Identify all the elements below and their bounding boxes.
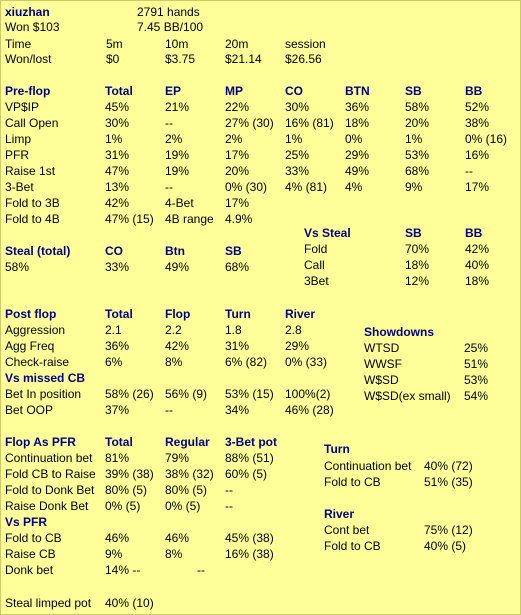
stat-value: 30% (105, 116, 130, 130)
stat-value: 33% (105, 260, 130, 274)
wonlost-session: $26.56 (285, 52, 322, 66)
stat-value: 47% (15) (105, 212, 154, 226)
stat-value: 30% (285, 100, 310, 114)
stat-value: 25% (285, 148, 310, 162)
stat-value: -- (465, 164, 473, 178)
stat-value: 1% (285, 132, 303, 146)
stat-label: Continuation bet (324, 459, 412, 473)
stat-value: 88% (51) (225, 451, 274, 465)
stat-value: 6% (105, 355, 123, 369)
stat-label: Raise CB (5, 547, 56, 561)
stat-label: 4B range (165, 212, 214, 226)
stat-value: 1% (405, 132, 423, 146)
stat-value: 40% (72) (424, 459, 473, 473)
period-10m: 10m (165, 37, 189, 51)
stat-label: Donk bet (5, 563, 54, 577)
stat-value: 12% (405, 274, 430, 288)
stat-value: 0% (5) (105, 499, 141, 513)
stat-value: 34% (225, 403, 250, 417)
stat-value: -- (225, 499, 233, 513)
vs-steal-col-sb: SB (405, 226, 422, 240)
stat-label: Check-raise (5, 355, 70, 369)
preflop-col-ep: EP (165, 84, 182, 98)
stat-label: W$SD (364, 373, 399, 387)
steal-col-btn: Btn (165, 244, 185, 258)
stat-value: 79% (165, 451, 190, 465)
stat-label: Agg Freq (5, 339, 55, 353)
stat-value: 2% (225, 132, 243, 146)
period-5m: 5m (106, 37, 123, 51)
preflop-col-sb: SB (405, 84, 422, 98)
stat-value: 47% (105, 164, 130, 178)
stat-value: 42% (165, 339, 190, 353)
stat-label: Call Open (5, 116, 59, 130)
stat-value: 18% (465, 274, 490, 288)
stat-value: 0% (345, 132, 363, 146)
stat-value: 60% (5) (225, 467, 268, 481)
stat-value: 25% (464, 341, 489, 355)
stat-value: 29% (345, 148, 370, 162)
stat-value: 56% (9) (165, 387, 208, 401)
stat-value: 17% (225, 196, 250, 210)
steal-title: Steal (total) (5, 244, 71, 258)
stat-label: VP$IP (5, 100, 40, 114)
stat-value: 80% (5) (105, 483, 148, 497)
bb-per-100: 7.45 BB/100 (137, 20, 204, 34)
stat-value: -- (225, 483, 233, 497)
stat-label: 4-Bet (165, 196, 194, 210)
stat-label: Fold (304, 242, 328, 256)
stat-label: Fold to CB (324, 539, 381, 553)
stat-label: Fold to 3B (5, 196, 60, 210)
stat-value: 17% (465, 180, 490, 194)
wonlost-5m: $0 (106, 52, 120, 66)
vs-steal-title: Vs Steal (304, 226, 351, 240)
stat-label: Call (304, 258, 325, 272)
stat-value: 19% (165, 164, 190, 178)
preflop-title: Pre-flop (5, 84, 51, 98)
stat-value: -- (165, 180, 173, 194)
stat-label: Fold CB to Raise (5, 467, 96, 481)
vs-missed-cb-title: Vs missed CB (5, 371, 86, 385)
flop-pfr-title: Flop As PFR (5, 435, 76, 449)
stat-value: 8% (165, 547, 183, 561)
stat-label: Aggression (5, 323, 66, 337)
stat-label: 3-Bet (5, 180, 34, 194)
stat-label: WWSF (364, 357, 402, 371)
stat-value: 46% (165, 531, 190, 545)
vs-pfr-title: Vs PFR (5, 515, 48, 529)
stat-value: 68% (225, 260, 250, 274)
stat-label: Fold to 4B (5, 212, 60, 226)
stat-value: 16% (81) (285, 116, 334, 130)
stat-value: 29% (285, 339, 310, 353)
wonlost-20m: $21.14 (225, 52, 262, 66)
postflop-col-river: River (285, 307, 316, 321)
preflop-col-btn: BTN (345, 84, 370, 98)
stat-value: 38% (465, 116, 490, 130)
postflop-col-flop: Flop (165, 307, 191, 321)
stat-value: 80% (5) (165, 483, 208, 497)
stat-value: 49% (345, 164, 370, 178)
stat-value: 2.2 (165, 323, 182, 337)
wonlost-label: Won/lost (5, 52, 52, 66)
stat-value: 68% (405, 164, 430, 178)
stat-value: 49% (165, 260, 190, 274)
stat-value: 16% (38) (225, 547, 274, 561)
stat-value: 2.1 (105, 323, 122, 337)
preflop-col-total: Total (105, 84, 133, 98)
stat-value: 42% (105, 196, 130, 210)
flop-pfr-col-3bet: 3-Bet pot (225, 435, 277, 449)
stat-label: W$SD(ex small) (364, 389, 451, 403)
stat-value: 16% (465, 148, 490, 162)
postflop-col-turn: Turn (225, 307, 251, 321)
period-session: session (285, 37, 326, 51)
stat-value: 22% (225, 100, 250, 114)
stat-value: 0% (33) (285, 355, 328, 369)
showdowns-title: Showdowns (364, 325, 434, 339)
stat-value: -- (165, 116, 173, 130)
won-amount: Won $103 (5, 20, 60, 34)
steal-col-co: CO (105, 244, 123, 258)
stat-value: 6% (82) (225, 355, 268, 369)
stat-value: 38% (32) (165, 467, 214, 481)
river-title: River (324, 507, 355, 521)
preflop-col-mp: MP (225, 84, 243, 98)
player-name: xiuzhan (5, 5, 50, 19)
stat-value: 21% (165, 100, 190, 114)
stat-value: 36% (345, 100, 370, 114)
stat-value: 1% (105, 132, 123, 146)
stat-value: 19% (165, 148, 190, 162)
stat-value: 4% (345, 180, 363, 194)
stat-value: 31% (225, 339, 250, 353)
stat-label: 3Bet (304, 274, 329, 288)
stat-value: 17% (225, 148, 250, 162)
wonlost-10m: $3.75 (165, 52, 196, 66)
stat-value: 31% (105, 148, 130, 162)
stat-label: Raise 1st (5, 164, 56, 178)
stat-value: 70% (405, 242, 430, 256)
stat-value: 39% (38) (105, 467, 154, 481)
stat-value: 14% -- (105, 563, 141, 577)
stat-value: 1.8 (225, 323, 242, 337)
stat-label: Bet OOP (5, 403, 54, 417)
turn-title: Turn (324, 442, 350, 456)
stat-value: 18% (405, 258, 430, 272)
stat-value: 52% (465, 100, 490, 114)
stat-value: 100%(2) (285, 387, 331, 401)
postflop-col-total: Total (105, 307, 133, 321)
stat-label: Cont bet (324, 523, 370, 537)
stat-label: Limp (5, 132, 32, 146)
stat-value: 0% (16) (465, 132, 508, 146)
stat-value: 0% (30) (225, 180, 268, 194)
hands-count: 2791 hands (137, 5, 200, 19)
flop-pfr-col-total: Total (105, 435, 133, 449)
flop-pfr-col-regular: Regular (165, 435, 210, 449)
steal-limped-label: Steal limped pot (5, 596, 92, 610)
stat-label: PFR (5, 148, 29, 162)
stat-value: 53% (15) (225, 387, 274, 401)
period-20m: 20m (225, 37, 249, 51)
preflop-col-bb: BB (465, 84, 483, 98)
vs-steal-col-bb: BB (465, 226, 483, 240)
steal-limped-value: 40% (10) (105, 596, 154, 610)
stat-value: 40% (465, 258, 490, 272)
stat-label: Fold to CB (324, 475, 381, 489)
stat-value: 27% (30) (225, 116, 274, 130)
stat-value: 51% (35) (424, 475, 473, 489)
stat-value: 53% (405, 148, 430, 162)
stat-value: 46% (28) (285, 403, 334, 417)
stat-value: 45% (105, 100, 130, 114)
stat-value: 20% (405, 116, 430, 130)
stat-value: 18% (345, 116, 370, 130)
stat-value: 0% (5) (165, 499, 201, 513)
stat-label: WTSD (364, 341, 400, 355)
steal-col-sb: SB (225, 244, 242, 258)
stat-label: Fold to Donk Bet (5, 483, 95, 497)
stat-value: 58% (26) (105, 387, 154, 401)
stat-value: 42% (465, 242, 490, 256)
stat-value: 2.8 (285, 323, 302, 337)
postflop-title: Post flop (5, 307, 57, 321)
stat-value: 46% (105, 531, 130, 545)
stat-label: Continuation bet (5, 451, 93, 465)
stat-label: Raise Donk Bet (5, 499, 89, 513)
stat-value: 54% (464, 389, 489, 403)
stat-value: 81% (105, 451, 130, 465)
stat-value: 40% (5) (424, 539, 467, 553)
stat-value: 36% (105, 339, 130, 353)
stat-value: 37% (105, 403, 130, 417)
stat-label: Bet In position (5, 387, 82, 401)
stat-label: Fold to CB (5, 531, 62, 545)
time-label: Time (5, 37, 32, 51)
stat-value: 58% (405, 100, 430, 114)
stat-value: 33% (285, 164, 310, 178)
stat-value: 4% (81) (285, 180, 328, 194)
stat-value: 53% (464, 373, 489, 387)
stat-value: -- (165, 403, 173, 417)
stat-value: -- (197, 563, 205, 577)
stat-value: 13% (105, 180, 130, 194)
stat-value: 51% (464, 357, 489, 371)
steal-total: 58% (5, 260, 30, 274)
stat-value: 2% (165, 132, 183, 146)
stat-value: 9% (105, 547, 123, 561)
preflop-col-co: CO (285, 84, 303, 98)
stat-value: 4.9% (225, 212, 253, 226)
stat-value: 20% (225, 164, 250, 178)
stat-value: 9% (405, 180, 423, 194)
stat-value: 8% (165, 355, 183, 369)
stat-value: 75% (12) (424, 523, 473, 537)
stat-value: 45% (38) (225, 531, 274, 545)
